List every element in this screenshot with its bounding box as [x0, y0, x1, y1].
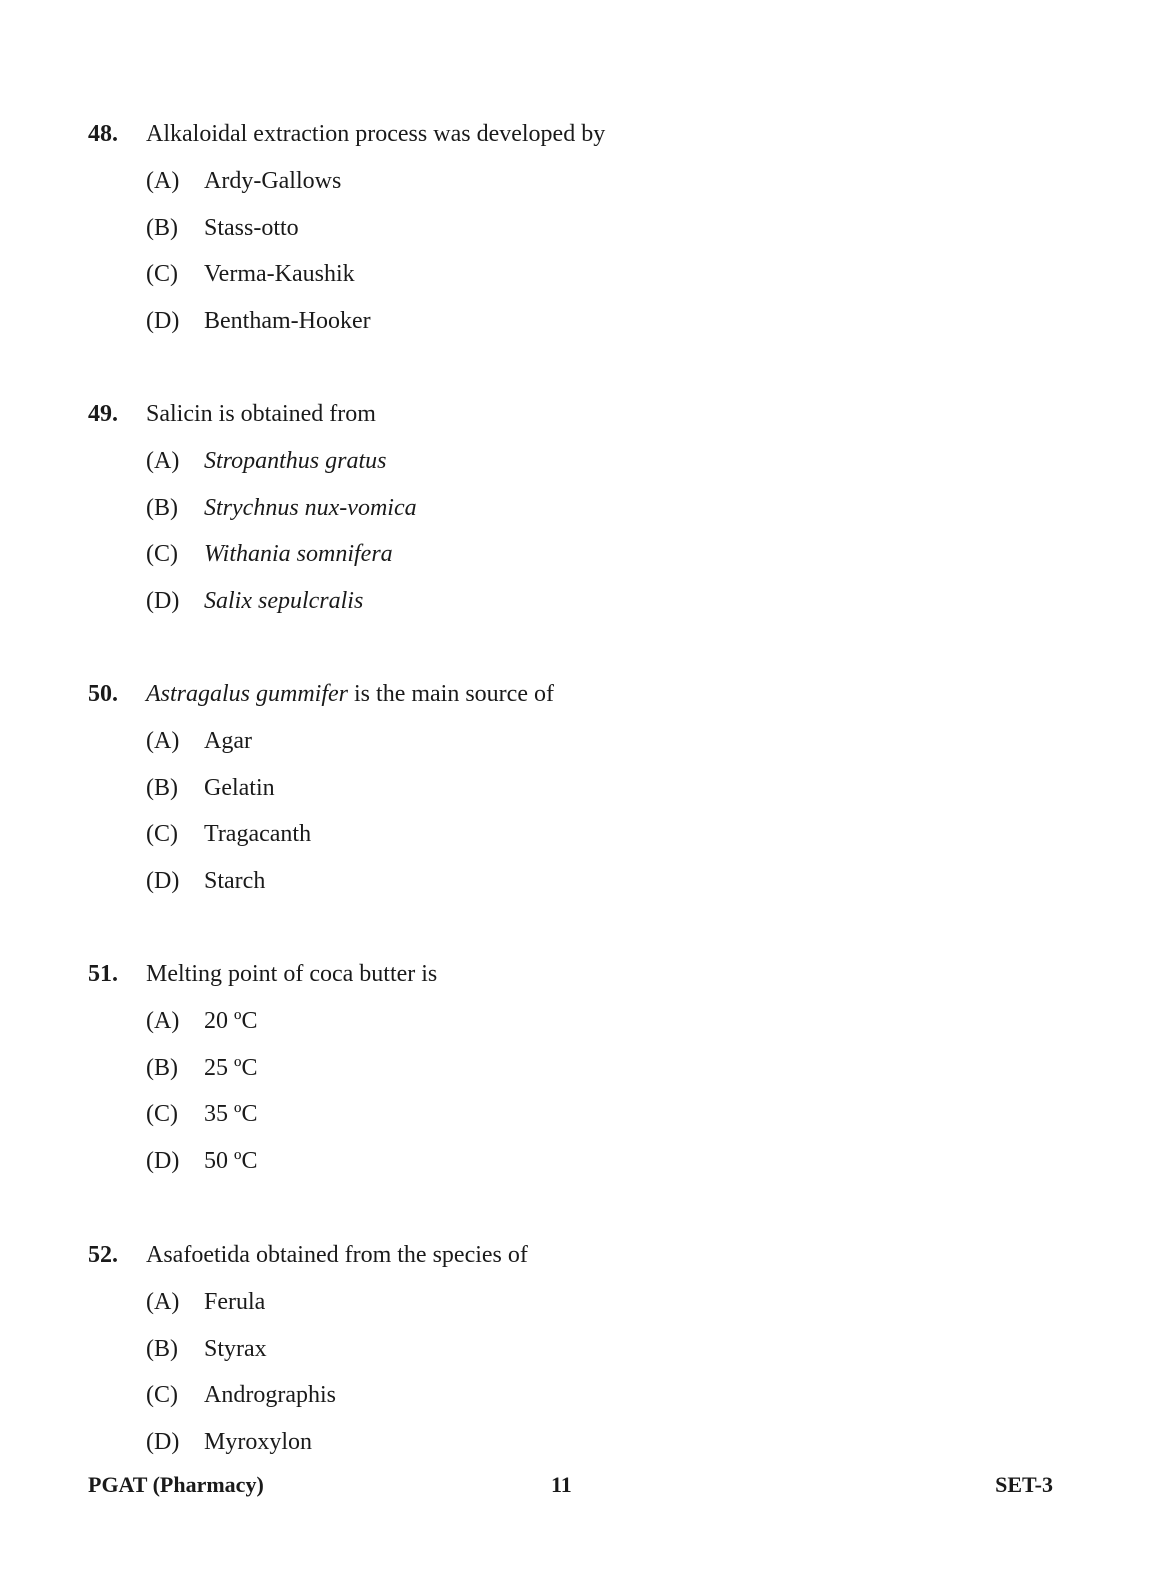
option-letter: (C): [146, 1101, 178, 1127]
option-d[interactable]: [146, 1429, 312, 1459]
option-letter: (B): [146, 215, 178, 241]
option-letter: (D): [146, 868, 180, 894]
question-text: Astragalus gummifer is the main source of: [146, 681, 554, 707]
option-text: Stropanthus gratus: [204, 448, 387, 474]
question-line: [88, 121, 605, 151]
option-text: Verma-Kaushik: [204, 261, 355, 287]
question-text: Melting point of coca butter is: [146, 961, 438, 987]
option-a[interactable]: [146, 448, 386, 478]
option-text: 50 ºC: [204, 1148, 258, 1174]
option-text: Agar: [204, 728, 252, 754]
option-text: Starch: [204, 868, 266, 894]
option-letter: (A): [146, 1289, 180, 1315]
option-c[interactable]: [146, 541, 393, 571]
option-letter: (C): [146, 821, 178, 847]
option-c[interactable]: [146, 1382, 336, 1412]
option-b[interactable]: [146, 215, 299, 245]
exam-name: PGAT (Pharmacy): [88, 1472, 264, 1497]
option-b[interactable]: [146, 775, 275, 805]
option-text: Ferula: [204, 1289, 266, 1315]
option-text: Bentham-Hooker: [204, 308, 371, 334]
option-text: 20 ºC: [204, 1008, 258, 1034]
option-b[interactable]: [146, 1336, 267, 1366]
option-d[interactable]: [146, 1148, 257, 1178]
option-b[interactable]: [146, 495, 417, 525]
option-b[interactable]: [146, 1055, 257, 1085]
question-text: Asafoetida obtained from the species of: [146, 1242, 528, 1268]
question-number: 52.: [88, 1242, 118, 1268]
species-name: Astragalus gummifer: [146, 681, 349, 707]
option-a[interactable]: [146, 728, 252, 758]
option-text: Withania somnifera: [204, 541, 393, 567]
option-c[interactable]: [146, 821, 311, 851]
question-line: [88, 961, 437, 991]
question-line: [88, 681, 554, 711]
option-letter: (C): [146, 1382, 178, 1408]
option-c[interactable]: [146, 1101, 257, 1131]
option-text: Salix sepulcralis: [204, 588, 364, 614]
option-letter: (B): [146, 775, 178, 801]
option-text: Strychnus nux-vomica: [204, 495, 417, 521]
option-letter: (A): [146, 168, 180, 194]
option-d[interactable]: [146, 588, 363, 618]
option-letter: (D): [146, 588, 180, 614]
option-letter: (A): [146, 1008, 180, 1034]
option-text: 35 ºC: [204, 1101, 258, 1127]
option-letter: (A): [146, 448, 180, 474]
option-letter: (D): [146, 1429, 180, 1455]
option-d[interactable]: [146, 308, 371, 338]
option-letter: (D): [146, 1148, 180, 1174]
question-line: [88, 401, 376, 431]
option-c[interactable]: [146, 261, 355, 291]
page-footer: [88, 1472, 1053, 1502]
question-number: 51.: [88, 961, 118, 987]
question-text: Alkaloidal extraction process was developed by: [146, 121, 606, 147]
option-letter: (C): [146, 541, 178, 567]
option-a[interactable]: [146, 168, 341, 198]
option-letter: (B): [146, 1336, 178, 1362]
option-d[interactable]: [146, 868, 265, 898]
page-number: 11: [551, 1472, 572, 1497]
option-text: 25 ºC: [204, 1055, 258, 1081]
option-letter: (D): [146, 308, 180, 334]
question-number: 48.: [88, 121, 118, 147]
option-letter: (B): [146, 1055, 178, 1081]
question-text: Salicin is obtained from: [146, 401, 376, 427]
option-letter: (C): [146, 261, 178, 287]
option-text: Ardy-Gallows: [204, 168, 342, 194]
set-number: SET-3: [995, 1472, 1053, 1497]
question-number: 49.: [88, 401, 118, 427]
question-number: 50.: [88, 681, 118, 707]
option-text: Andrographis: [204, 1382, 336, 1408]
option-letter: (B): [146, 495, 178, 521]
option-text: Myroxylon: [204, 1429, 312, 1455]
option-text: Tragacanth: [204, 821, 312, 847]
question-line: [88, 1242, 528, 1272]
option-a[interactable]: [146, 1008, 257, 1038]
option-text: Stass-otto: [204, 215, 299, 241]
option-text: Styrax: [204, 1336, 267, 1362]
option-text: Gelatin: [204, 775, 275, 801]
option-a[interactable]: [146, 1289, 265, 1319]
option-letter: (A): [146, 728, 180, 754]
